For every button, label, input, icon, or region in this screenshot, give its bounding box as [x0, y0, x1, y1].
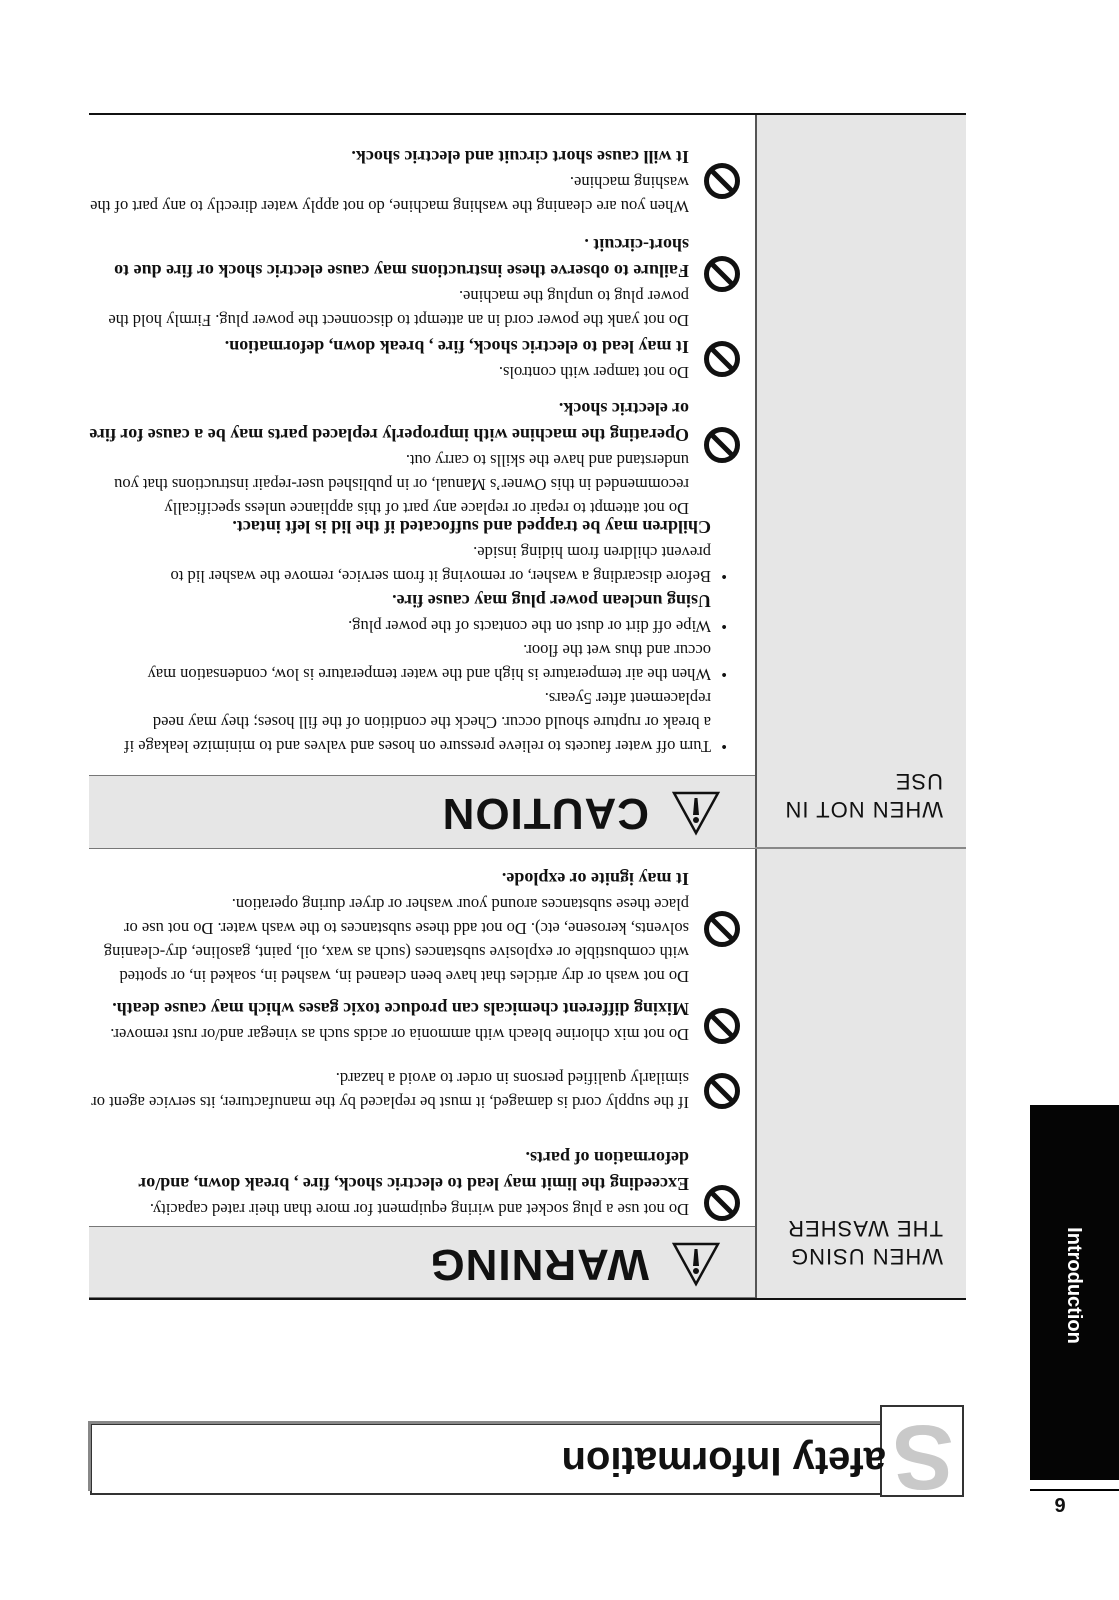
page-title: afety Information	[561, 1439, 886, 1483]
warning-title: WARNING	[429, 1240, 649, 1289]
list-item-emphasis: Using unclean power plug may cause fire.	[392, 591, 711, 611]
warning-item: Do not wash or dry articles that have been cleaned in, washed in, soaked in, or spotted with combustible or explosive substances (such as wax, oil, paint, gasoline, dry-cleaning solvents, kerosene, etc). Do not add these substances to the wash water. Do not use or place these substances around your washer or dryer during operation. It may ignite or explode.	[103, 869, 689, 986]
column-divider	[755, 115, 757, 1298]
caution-title: CAUTION	[441, 789, 649, 838]
prohibition-icon	[703, 1184, 741, 1222]
prohibition-icon	[703, 910, 741, 948]
list-item: • Before discarding a washer, or removing it from service, remove the washer lid to prevent children from hiding inside.	[117, 540, 729, 588]
list-item-emphasis: Children may be trapped and suffocated if the lid is left intact.	[232, 517, 711, 537]
warning-item: Do not mix chlorine bleach with ammonia or acids such as vinegar and/or rust remover. Mixing different chemicals can produce toxic gases which may cause death.	[110, 999, 689, 1044]
caution-bullet-list	[117, 514, 729, 758]
list-item: • Turn off water faucets to relieve pressure on hoses and valves and to minimize leakage if a break or rupture should occur. Check the condition of the fill hoses; they may need replacement after 5years.	[117, 686, 729, 758]
warning-item: If the supply cord is damaged, it must be replaced by the manufacturer, its service agent or similarly qualified persons in order to avoid a hazard.	[91, 1069, 689, 1112]
caution-item: Do not yank the power cord in an attempt to disconnect the power plug. Firmly hold the power plug to unplug the machine. Failure to observe these instructions may cause electric shock or fire due to short-circuit .	[108, 235, 689, 330]
condition-column	[756, 115, 966, 1298]
caution-item: When you are cleaning the washing machine, do not apply water directly to any part of the washing machine. It will cause short circuit and electric shock.	[90, 147, 689, 216]
caution-item: Do not tamper with controls. It may lead to electric shock, fire , break down, deformation.	[224, 337, 689, 382]
caution-header-band	[89, 775, 755, 849]
page-number: 9	[1054, 1495, 1066, 1517]
side-tab-label: Introduction	[1062, 1226, 1085, 1344]
list-item: • When the air temperature is high and the water temperature is low, condensation may occur and thus wet the floor.	[117, 638, 729, 686]
column-label-using: WHEN USING THE WASHER	[787, 1216, 943, 1269]
prohibition-icon	[703, 1072, 741, 1110]
table-bottom-rule	[89, 113, 966, 115]
exclamation-triangle-icon	[671, 790, 721, 836]
prohibition-icon	[703, 162, 741, 200]
column-label-not-in-use: WHEN NOT IN USE	[784, 769, 943, 822]
prohibition-icon	[703, 426, 741, 464]
warning-header-band	[89, 1226, 755, 1298]
table-top-rule	[89, 1298, 966, 1300]
exclamation-triangle-icon	[671, 1241, 721, 1287]
list-item: • Wipe off dirt or dust on the contacts of the power plug.	[117, 614, 729, 638]
title-initial: S	[892, 1406, 954, 1508]
caution-item: Do not attempt to repair or replace any part of this appliance unless specifically recommended in this Owner’s Manual, or in published user-repair instructions that you understand and have the skills to carry out. Operating the machine with improperly replaced parts may be a cause for fire or electric shock.	[89, 399, 689, 518]
warning-item: Do not use a plug socket and wiring equipment for more than their rated capacity. Exceeding the limit may lead to electric shock, fire , break down, and/or deformation of parts.	[138, 1148, 689, 1219]
prohibition-icon	[703, 340, 741, 378]
prohibition-icon	[703, 255, 741, 293]
prohibition-icon	[703, 1007, 741, 1045]
